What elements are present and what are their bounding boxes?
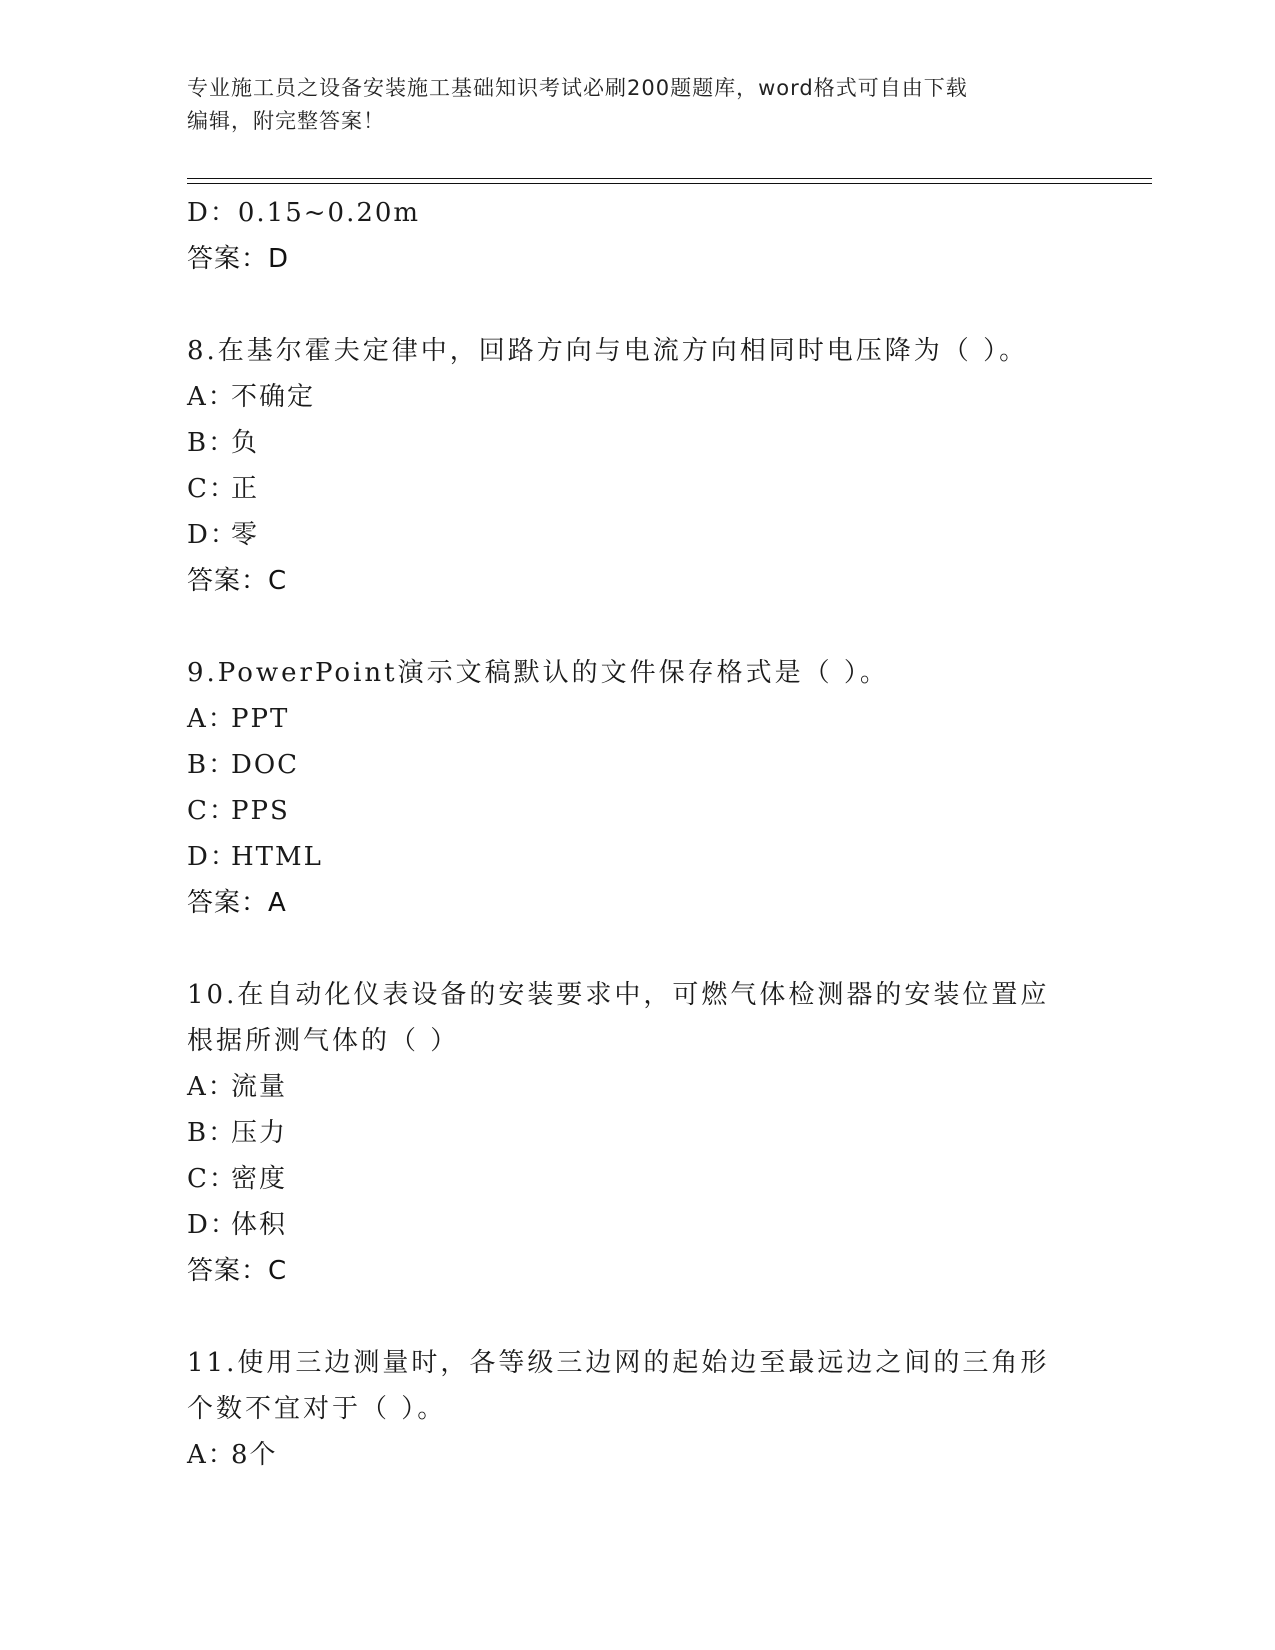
question-10-option-a [187, 1064, 1087, 1110]
header-rule-bottom [187, 183, 1152, 184]
option-label: B： [187, 1118, 237, 1148]
option-text: 零 [231, 520, 260, 550]
option-label: D： [187, 842, 238, 872]
spacer [187, 926, 1087, 972]
option-text: 体积 [231, 1210, 288, 1240]
option-label: A： [187, 704, 236, 734]
option-label: B： [187, 428, 237, 458]
option-text: 负 [231, 428, 260, 458]
question-11-option-a [187, 1432, 1087, 1478]
option-text: 不确定 [231, 382, 316, 412]
option-text: PPT [231, 704, 290, 734]
question-11-text: 11.使用三边测量时，各等级三边网的起始边至最远边之间的三角形个数不宜对于（ ）。 [187, 1348, 1050, 1424]
option-label: D： [187, 520, 238, 550]
question-10-option-b [187, 1110, 1087, 1156]
option-text: 流量 [231, 1072, 288, 1102]
option-label: C： [187, 474, 237, 504]
option-text: PPS [231, 796, 290, 826]
question-9-answer: 答案：A [187, 888, 287, 918]
option-text: 压力 [231, 1118, 288, 1148]
option-label: D： [187, 1210, 238, 1240]
question-9-option-c [187, 788, 1087, 834]
question-8-option-b [187, 420, 1087, 466]
question-8-option-d [187, 512, 1087, 558]
answer-previous: 答案：D [187, 244, 290, 274]
option-text: 正 [231, 474, 260, 504]
header-title-line-1: 专业施工员之设备安装施工基础知识考试必刷200题题库，word格式可自由下载 [187, 76, 968, 100]
question-9-option-d [187, 834, 1087, 880]
option-text: 8个 [231, 1440, 278, 1470]
option-text: 密度 [231, 1164, 288, 1194]
option-label: C： [187, 1164, 237, 1194]
question-8-answer: 答案：C [187, 566, 288, 596]
header-title-line-2: 编辑，附完整答案！ [187, 109, 385, 133]
question-10-option-d [187, 1202, 1087, 1248]
spacer [187, 604, 1087, 650]
question-10-text: 10.在自动化仪表设备的安装要求中，可燃气体检测器的安装位置应根据所测气体的（ ） [187, 980, 1050, 1056]
header-rule-top [187, 178, 1152, 179]
question-9-option-b [187, 742, 1087, 788]
option-label: A： [187, 1440, 236, 1470]
option-text: HTML [231, 842, 323, 872]
spacer [187, 282, 1087, 328]
question-8-option-a [187, 374, 1087, 420]
option-d-previous: D：0.15~0.20m [187, 198, 421, 228]
option-label: A： [187, 1072, 236, 1102]
question-10-option-c [187, 1156, 1087, 1202]
option-text: DOC [231, 750, 300, 780]
question-8-text: 8.在基尔霍夫定律中，回路方向与电流方向相同时电压降为（ ）。 [187, 336, 1029, 366]
question-list [187, 190, 1087, 1478]
question-9-text: 9.PowerPoint演示文稿默认的文件保存格式是（ ）。 [187, 658, 889, 688]
option-label: B： [187, 750, 237, 780]
document-header [187, 72, 1067, 138]
option-label: C： [187, 796, 237, 826]
question-10-answer: 答案：C [187, 1256, 288, 1286]
spacer [187, 1294, 1087, 1340]
question-9-option-a [187, 696, 1087, 742]
option-label: A： [187, 382, 236, 412]
question-8-option-c [187, 466, 1087, 512]
